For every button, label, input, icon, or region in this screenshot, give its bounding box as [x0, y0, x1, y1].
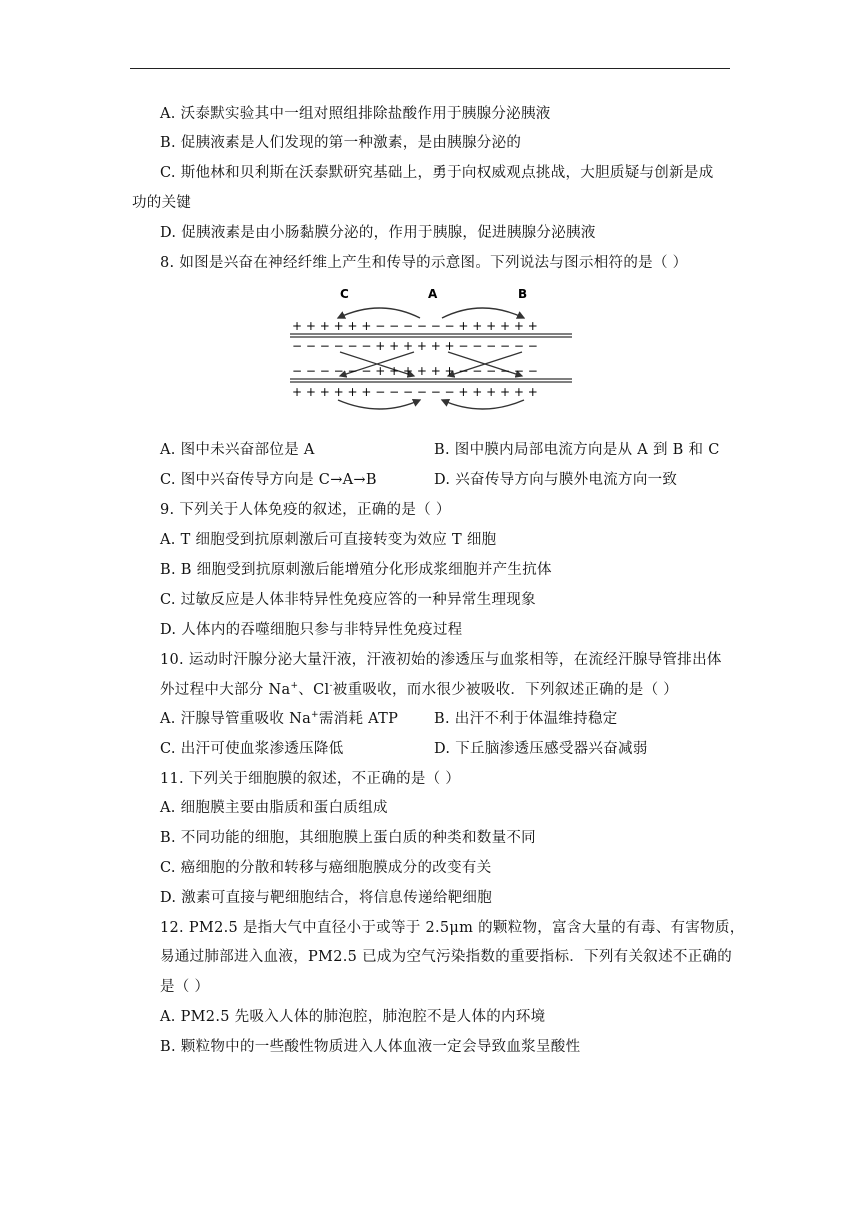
q10-stem-line-2 [160, 680, 678, 700]
q10-option-a [160, 709, 398, 729]
current-arrow-bottom-right [442, 400, 524, 409]
q10-option-a-text2: 需消耗 ATP [318, 711, 399, 727]
header-rule [130, 68, 730, 69]
q11-option-b: B. 不同功能的细胞，其细胞膜上蛋白质的种类和数量不同 [160, 830, 536, 846]
charge-row-4: + + + + + + − − − − − − + + + + + + [292, 385, 538, 399]
q9-option-c: C. 过敏反应是人体非特异性免疫应答的一种异常生理现象 [160, 592, 536, 608]
q12-option-a: A. PM2.5 先吸入人体的肺泡腔，肺泡腔不是人体的内环境 [160, 1009, 546, 1025]
q8-option-a: A. 图中未兴奋部位是 A [160, 442, 315, 458]
q7-option-c: C. 斯他林和贝利斯在沃泰默研究基础上，勇于向权威观点挑战，大胆质疑与创新是成 [160, 165, 714, 181]
q8-stem: 8. 如图是兴奋在神经纤维上产生和传导的示意图。下列说法与图示相符的是（ ） [160, 255, 688, 271]
q10-option-a-text1: A. 汗腺导管重吸收 Na [160, 711, 312, 727]
q11-option-d: D. 激素可直接与靶细胞结合，将信息传递给靶细胞 [160, 890, 493, 906]
q10-stem-2c: 被重吸收，而水很少被吸收．下列叙述正确的是（ ） [332, 682, 679, 698]
label-b: B [518, 287, 528, 301]
q8-option-c: C. 图中兴奋传导方向是 C→A→B [160, 472, 377, 488]
q11-option-c: C. 癌细胞的分散和转移与癌细胞膜成分的改变有关 [160, 860, 492, 876]
label-c: C [340, 287, 349, 301]
q10-option-d: D. 下丘脑渗透压感受器兴奋减弱 [434, 741, 648, 757]
q8-option-b: B. 图中膜内局部电流方向是从 A 到 B 和 C [434, 442, 720, 458]
q9-option-b: B. B 细胞受到抗原刺激后能增殖分化形成浆细胞并产生抗体 [160, 562, 552, 578]
q8-option-d: D. 兴奋传导方向与膜外电流方向一致 [434, 472, 678, 488]
q10-stem-sup2: - [329, 681, 333, 691]
q7-option-b: B. 促胰液素是人们发现的第一种激素，是由胰腺分泌的 [160, 135, 522, 151]
current-arrow-bottom-left [338, 400, 420, 409]
q12-stem-line-2: 易通过肺部进入血液，PM2.5 已成为空气污染指数的重要指标．下列有关叙述不正确的 [160, 949, 733, 965]
q12-stem-line-1: 12. PM2.5 是指大气中直径小于或等于 2.5μm 的颗粒物，富含大量的有毒、有害物质， [160, 920, 745, 936]
current-arrow-top-right [442, 308, 524, 318]
charge-row-1: + + + + + + − − − − − − + + + + + + [292, 319, 538, 333]
q10-stem-2b: 、Cl [298, 682, 330, 698]
q9-stem: 9. 下列关于人体免疫的叙述，正确的是（ ） [160, 502, 451, 518]
q11-stem: 11. 下列关于细胞膜的叙述，不正确的是（ ） [160, 771, 461, 787]
current-arrow-top-left [338, 308, 420, 318]
q10-stem-sup1: + [290, 681, 299, 691]
q10-stem-2a: 外过程中大部分 Na [160, 682, 291, 698]
q12-stem-line-3: 是（ ） [160, 979, 210, 995]
q10-option-a-sup: + [311, 710, 319, 720]
q10-stem-line-1: 10. 运动时汗腺分泌大量汗液，汗液初始的渗透压与血浆相等，在流经汗腺导管排出体 [160, 652, 722, 668]
charge-row-2: − − − − − − + + + + + + − − − − − − [292, 339, 538, 353]
label-a: A [428, 287, 438, 301]
q9-option-a: A. T 细胞受到抗原刺激后可直接转变为效应 T 细胞 [160, 532, 497, 548]
charge-row-3: − − − − − − + + + + + + − − − − − − [292, 364, 538, 378]
q7-option-c-cont: 功的关键 [132, 195, 192, 211]
q10-option-b: B. 出汗不利于体温维持稳定 [434, 711, 618, 727]
q9-option-d: D. 人体内的吞噬细胞只参与非特异性免疫过程 [160, 622, 463, 638]
q12-option-b: B. 颗粒物中的一些酸性物质进入人体血液一定会导致血浆呈酸性 [160, 1039, 581, 1055]
nerve-fiber-figure [282, 280, 578, 416]
q10-option-c: C. 出汗可使血浆渗透压降低 [160, 741, 344, 757]
q7-option-a: A. 沃泰默实验其中一组对照组排除盐酸作用于胰腺分泌胰液 [160, 106, 551, 122]
q11-option-a: A. 细胞膜主要由脂质和蛋白质组成 [160, 800, 388, 816]
q7-option-d: D. 促胰液素是由小肠黏膜分泌的，作用于胰腺，促进胰腺分泌胰液 [160, 225, 596, 241]
